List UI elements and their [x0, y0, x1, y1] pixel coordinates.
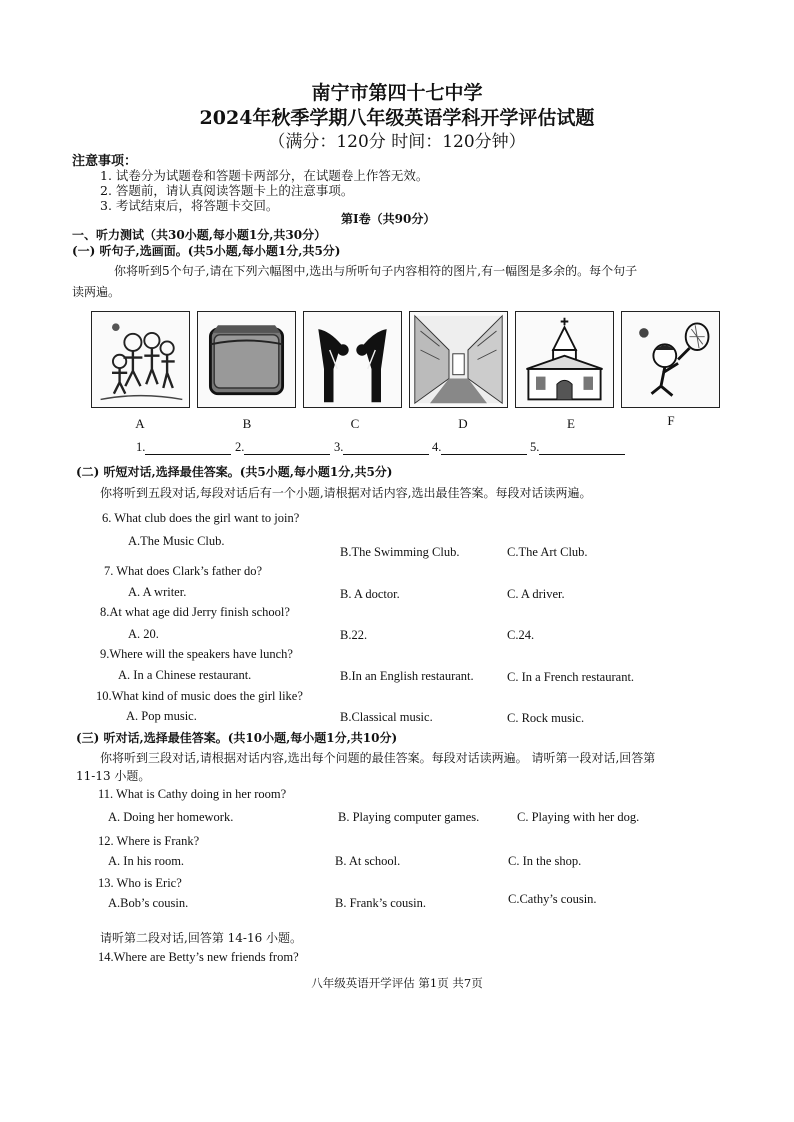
- q8-option-a[interactable]: A. 20.: [128, 627, 159, 641]
- picture-people-bowing: [303, 311, 402, 408]
- q6-option-c[interactable]: C.The Art Club.: [507, 545, 588, 559]
- notice-item-3: 3. 考试结束后，将答题卡交回。: [100, 198, 279, 213]
- blank-number: 1.: [136, 440, 146, 454]
- school-name: 南宁市第四十七中学: [311, 82, 483, 104]
- picture-label-e: E: [567, 416, 575, 431]
- answer-blank-2[interactable]: [235, 440, 330, 455]
- picture-children-playing: [91, 311, 190, 408]
- sec3-title: (三) 听对话,选择最佳答案。(共10小题,每小题1分,共10分): [76, 731, 398, 745]
- q8-option-c[interactable]: C.24.: [507, 628, 535, 642]
- sec1-title: (一) 听句子,选画面。(共5小题,每小题1分,共5分): [72, 244, 341, 258]
- sec3-instruction-2: 11-13 小题。: [76, 769, 151, 783]
- picture-label-d: D: [458, 416, 468, 431]
- picture-wallet: [197, 311, 296, 408]
- q6-option-b[interactable]: B.The Swimming Club.: [340, 545, 460, 559]
- picture-tennis-player: [621, 311, 720, 408]
- picture-label-c: C: [350, 416, 360, 431]
- second-dialog-instruction: 请听第二段对话,回答第 14-16 小题。: [100, 931, 303, 945]
- page-footer: 八年级英语开学评估 第1页 共7页: [311, 976, 483, 990]
- sec2-instruction: 你将听到五段对话,每段对话后有一个小题,请根据对话内容,选出最佳答案。每段对话读两遍。: [100, 486, 592, 500]
- notice-heading: 注意事项：: [72, 154, 138, 169]
- part1-title: 一、听力测试（共30小题,每小题1分,共30分）: [72, 228, 327, 242]
- blank-number: 3.: [334, 440, 344, 454]
- q13-option-b[interactable]: B. Frank’s cousin.: [335, 896, 426, 910]
- q9-option-c[interactable]: C. In a French restaurant.: [507, 670, 635, 684]
- picture-label-f: F: [667, 413, 675, 428]
- q12-option-c[interactable]: C. In the shop.: [508, 854, 582, 868]
- q8-option-b[interactable]: B.22.: [340, 628, 368, 642]
- picture-church-building: [515, 311, 614, 408]
- question-8: 8.At what age did Jerry finish school?: [100, 605, 290, 619]
- question-12: 12. Where is Frank?: [98, 834, 200, 848]
- question-9: 9.Where will the speakers have lunch?: [100, 647, 293, 661]
- q12-option-b[interactable]: B. At school.: [335, 854, 401, 868]
- answer-blank-3[interactable]: [334, 440, 429, 455]
- question-13: 13. Who is Eric?: [98, 876, 182, 890]
- score-time: （满分：120分 时间：120分钟）: [268, 132, 526, 152]
- question-11: 11. What is Cathy doing in her room?: [98, 787, 287, 801]
- exam-title: 2024年秋季学期八年级英语学科开学评估试题: [199, 107, 595, 129]
- answer-blank-4[interactable]: [432, 440, 527, 455]
- blank-number: 2.: [235, 440, 245, 454]
- q10-option-c[interactable]: C. Rock music.: [507, 711, 585, 725]
- picture-label-a: A: [135, 416, 145, 431]
- q10-option-b[interactable]: B.Classical music.: [340, 710, 433, 724]
- blank-number: 5.: [530, 440, 540, 454]
- picture-street-scene: [409, 311, 508, 408]
- answer-blank-1[interactable]: [136, 440, 231, 455]
- q7-option-b[interactable]: B. A doctor.: [340, 587, 400, 601]
- question-6: 6. What club does the girl want to join?: [102, 511, 300, 525]
- question-10: 10.What kind of music does the girl like?: [96, 689, 303, 703]
- sec3-instruction: 你将听到三段对话,请根据对话内容,选出每个问题的最佳答案。每段对话读两遍。 请听第一段对话,回答第: [100, 751, 656, 765]
- q11-option-a[interactable]: A. Doing her homework.: [108, 810, 234, 824]
- q12-option-a[interactable]: A. In his room.: [108, 854, 185, 868]
- q7-option-c[interactable]: C. A driver.: [507, 587, 565, 601]
- sec1-instruction-2: 读两遍。: [72, 285, 121, 299]
- q13-option-c[interactable]: C.Cathy’s cousin.: [508, 892, 597, 906]
- q11-option-c[interactable]: C. Playing with her dog.: [517, 810, 640, 824]
- notice-item-1: 1. 试卷分为试题卷和答题卡两部分，在试题卷上作答无效。: [100, 168, 429, 183]
- answer-blank-5[interactable]: [530, 440, 625, 455]
- sec1-instruction: 你将听到5个句子,请在下列六幅图中,选出与所听句子内容相符的图片,有一幅图是多余的。每个句子: [114, 264, 638, 278]
- q11-option-b[interactable]: B. Playing computer games.: [338, 810, 480, 824]
- question-14: 14.Where are Betty’s new friends from?: [98, 950, 299, 964]
- sec2-title: (二) 听短对话,选择最佳答案。(共5小题,每小题1分,共5分): [76, 465, 393, 479]
- q6-option-a[interactable]: A.The Music Club.: [128, 534, 225, 548]
- q7-option-a[interactable]: A. A writer.: [128, 585, 187, 599]
- question-7: 7. What does Clark’s father do?: [104, 564, 263, 578]
- q9-option-b[interactable]: B.In an English restaurant.: [340, 669, 474, 683]
- q13-option-a[interactable]: A.Bob’s cousin.: [108, 896, 189, 910]
- q10-option-a[interactable]: A. Pop music.: [126, 709, 197, 723]
- blank-number: 4.: [432, 440, 442, 454]
- volume-title: 第Ⅰ卷（共90分）: [341, 212, 436, 226]
- q9-option-a[interactable]: A. In a Chinese restaurant.: [118, 668, 252, 682]
- notice-item-2: 2. 答题前，请认真阅读答题卡上的注意事项。: [100, 183, 354, 198]
- picture-label-b: B: [242, 416, 252, 431]
